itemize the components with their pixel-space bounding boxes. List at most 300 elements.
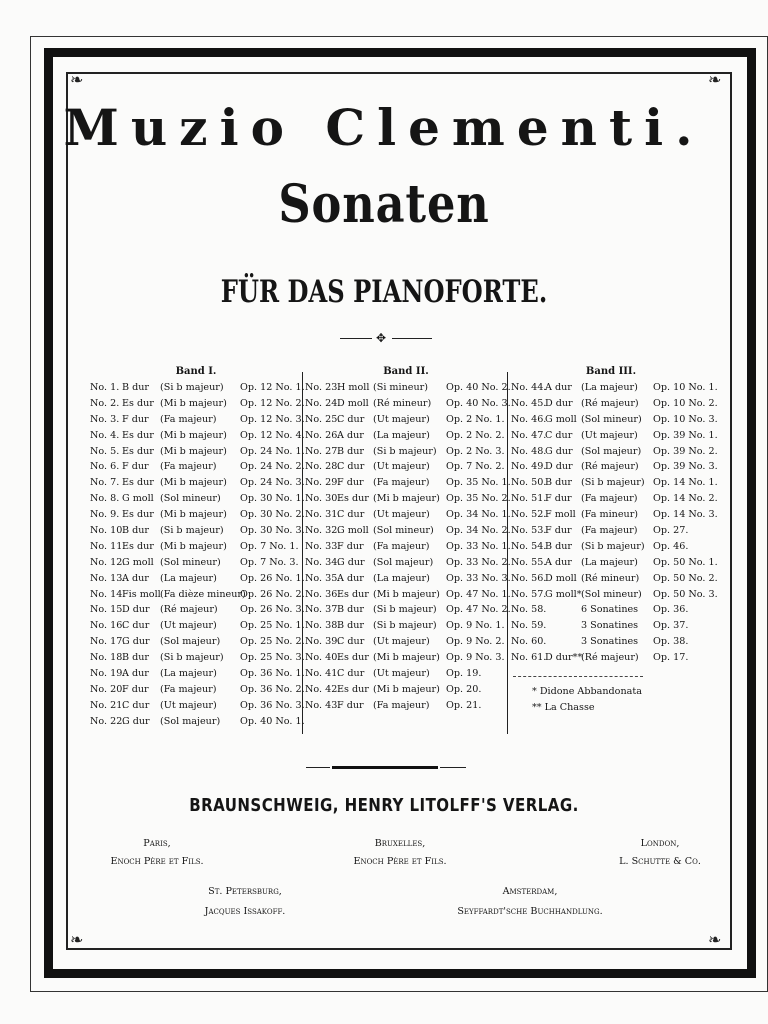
entry-number: No. 35.	[305, 572, 341, 584]
entry-opus: Op. 50 No. 1.	[653, 556, 718, 568]
entry-number: No. 59.	[511, 620, 547, 632]
entry-key: D moll	[337, 397, 369, 409]
entry-key: F moll	[545, 509, 576, 521]
entry-french-key: (Ut majeur)	[160, 699, 217, 711]
sonata-entry	[305, 507, 511, 523]
entry-french-key: (Mi b majeur)	[160, 429, 227, 441]
entry-french-key: (Mi b majeur)	[160, 445, 227, 457]
entry-opus: Op. 35 No. 1.	[446, 477, 511, 489]
entry-key: B dur	[545, 477, 573, 489]
sonata-entry	[90, 396, 305, 412]
entry-number: No. 28.	[305, 461, 341, 473]
entry-key: Es dur	[122, 397, 154, 409]
sonata-entry	[511, 650, 711, 666]
entry-opus: Op. 33 No. 3.	[446, 572, 511, 584]
sonata-entry	[511, 412, 718, 428]
sonata-entry	[511, 396, 718, 412]
sonata-entry	[511, 602, 711, 618]
band-heading: Band I.	[175, 366, 217, 377]
entry-number: No. 43.	[305, 699, 341, 711]
separator-tail	[440, 767, 466, 768]
agent-city: Bruxelles,	[374, 838, 426, 849]
entry-key: Es dur	[122, 445, 154, 457]
entry-number: No. 37.	[305, 604, 341, 616]
entry-number: No. 45.	[511, 397, 547, 409]
entry-number: No. 41.	[305, 668, 341, 680]
entry-number: No. 46.	[511, 413, 547, 425]
entry-french-key: (Ut majeur)	[160, 620, 217, 632]
entry-key: C dur	[337, 461, 365, 473]
entry-number: No. 36.	[305, 588, 341, 600]
entry-key: Es dur	[337, 683, 369, 695]
entry-number: No. 56.	[511, 572, 547, 584]
entry-number: No. 8.	[90, 493, 120, 505]
sonata-entry	[511, 618, 711, 634]
entry-opus: Op. 33 No. 2.	[446, 556, 511, 568]
sonata-entry	[305, 571, 511, 587]
entry-number: No. 39.	[305, 636, 341, 648]
entry-opus: Op. 40 No. 1.	[240, 715, 305, 727]
entry-opus: Op. 7 No. 1.	[240, 540, 299, 552]
entry-opus: Op. 21.	[446, 699, 482, 711]
band-column	[305, 364, 511, 714]
agent-firm: L. Schutte & Co.	[619, 856, 701, 867]
entry-french-key: (Ut majeur)	[373, 461, 430, 473]
entry-french-key: (Fa majeur)	[373, 699, 430, 711]
sonata-entry	[90, 380, 305, 396]
footnote: * Didone Abbandonata	[532, 686, 642, 697]
entry-number: No. 60.	[511, 636, 547, 648]
entry-french-key: (Fa majeur)	[160, 683, 217, 695]
entry-french-key: (Mi b majeur)	[160, 477, 227, 489]
entry-french-key: (Fa dièze mineur)	[160, 588, 246, 600]
entry-french-key: (Ré majeur)	[581, 397, 639, 409]
entry-number: No. 5.	[90, 445, 120, 457]
sonata-entry	[90, 555, 302, 571]
entry-french-key: (Si b majeur)	[581, 540, 645, 552]
sonata-entry	[90, 587, 305, 603]
agent-firm: Enoch Père et Fils.	[353, 856, 447, 867]
sonata-entry	[305, 444, 507, 460]
sonata-entry	[90, 650, 305, 666]
entry-key: G dur	[545, 445, 573, 457]
entry-key: C dur	[122, 620, 150, 632]
band-column	[511, 364, 718, 666]
sonata-entry	[90, 475, 305, 491]
entry-number: No. 19.	[90, 668, 126, 680]
entry-key: F dur	[545, 493, 572, 505]
entry-key: Es dur	[337, 588, 369, 600]
entry-number: No. 49.	[511, 461, 547, 473]
entry-number: No. 27.	[305, 445, 341, 457]
entry-french-key: (Mi b majeur)	[373, 652, 440, 664]
entry-key: D moll	[545, 572, 577, 584]
entry-number: No. 47.	[511, 429, 547, 441]
sonata-entry	[511, 491, 718, 507]
entry-opus: Op. 2 No. 2.	[446, 429, 505, 441]
entry-key: F dur	[545, 525, 572, 537]
sonata-entry	[305, 698, 507, 714]
entry-number: No. 33.	[305, 540, 341, 552]
entry-french-key: (Ré majeur)	[160, 604, 218, 616]
entry-number: No. 32.	[305, 525, 341, 537]
entry-number: No. 31.	[305, 509, 341, 521]
entry-opus: Op. 14 No. 2.	[653, 493, 718, 505]
entry-french-key: (Sol mineur)	[581, 413, 642, 425]
sonata-entry	[305, 602, 511, 618]
entry-number: No. 29.	[305, 477, 341, 489]
sonata-entry	[305, 380, 511, 396]
entry-key: B dur	[545, 540, 573, 552]
entry-opus: Op. 39 No. 3.	[653, 461, 718, 473]
entry-opus: Op. 38.	[653, 636, 689, 648]
entry-opus: Op. 47 No. 1.	[446, 588, 511, 600]
entry-key: Fis moll	[122, 588, 161, 600]
entry-number: No. 42.	[305, 683, 341, 695]
entry-opus: Op. 30 No. 1.	[240, 493, 305, 505]
sonata-entry	[90, 682, 305, 698]
entry-key: G dur	[122, 715, 150, 727]
entry-french-key: (Sol mineur)	[160, 556, 221, 568]
agent-city: London,	[640, 838, 680, 849]
work-title: Sonaten	[278, 174, 490, 235]
entry-key: Es dur	[122, 540, 154, 552]
sonata-entry	[305, 523, 511, 539]
entry-key: Es dur	[122, 509, 154, 521]
entry-number: No. 17.	[90, 636, 126, 648]
entry-french-key: 3 Sonatines	[581, 620, 639, 632]
sonata-entry	[511, 380, 718, 396]
entry-opus: Op. 17.	[653, 652, 689, 664]
entry-key: C dur	[337, 413, 365, 425]
entry-number: No. 21.	[90, 699, 126, 711]
entry-french-key: (Ut majeur)	[373, 636, 430, 648]
entry-number: No. 57.	[511, 588, 547, 600]
entry-french-key: (Si b majeur)	[373, 445, 437, 457]
sonata-entry	[511, 475, 718, 491]
entry-number: No. 40.	[305, 652, 341, 664]
sonata-entry	[90, 666, 305, 682]
sonata-entry	[511, 587, 718, 603]
agent-city: Amsterdam,	[502, 886, 558, 897]
entry-number: No. 30.	[305, 493, 341, 505]
entry-number: No. 1.	[90, 382, 120, 393]
entry-french-key: (Ut majeur)	[373, 668, 430, 680]
entry-opus: Op. 19.	[446, 668, 482, 680]
entry-number: No. 38.	[305, 620, 341, 632]
entry-key: B dur	[337, 445, 365, 457]
entry-number: No. 58.	[511, 604, 547, 616]
title-ornament	[340, 331, 432, 345]
entry-french-key: (Sol majeur)	[160, 715, 221, 727]
entry-key: F dur	[122, 461, 149, 473]
entry-french-key: (Ut majeur)	[373, 413, 430, 425]
sonata-entry	[511, 634, 711, 650]
sonata-entry	[90, 618, 305, 634]
entry-opus: Op. 25 No. 3.	[240, 652, 305, 664]
entry-number: No. 55.	[511, 556, 547, 568]
entry-key: F dur	[337, 699, 364, 711]
entry-french-key: (Si b majeur)	[373, 604, 437, 616]
agent-firm: Seyffardt'sche Buchhandlung.	[457, 906, 603, 917]
entry-opus: Op. 50 No. 3.	[653, 588, 718, 600]
entry-opus: Op. 37.	[653, 620, 689, 632]
band-column	[90, 364, 305, 730]
entry-key: B dur	[337, 604, 365, 616]
entry-key: D dur**	[545, 652, 583, 664]
sonata-entry	[305, 428, 507, 444]
entry-opus: Op. 34 No. 2.	[446, 525, 511, 537]
entry-opus: Op. 39 No. 1.	[653, 429, 718, 441]
sonata-entry	[511, 444, 718, 460]
entry-opus: Op. 36 No. 2.	[240, 683, 305, 695]
entry-number: No. 7.	[90, 477, 120, 489]
instrument-subtitle: FÜR DAS PIANOFORTE.	[220, 274, 548, 310]
agent-city: Paris,	[143, 838, 171, 849]
entry-key: C dur	[122, 699, 150, 711]
entry-french-key: (Sol mineur)	[581, 588, 642, 600]
entry-french-key: (Si b majeur)	[160, 652, 224, 664]
sonata-entry	[90, 602, 305, 618]
sonata-entry	[305, 396, 511, 412]
footnote-divider	[513, 676, 643, 677]
entry-number: No. 3.	[90, 413, 120, 425]
entry-french-key: (Fa majeur)	[581, 493, 638, 505]
entry-french-key: (Ré mineur)	[581, 572, 640, 584]
entry-key: G moll	[337, 525, 369, 537]
corner-ornament-icon: ❧	[708, 930, 722, 949]
entry-opus: Op. 26 No. 3.	[240, 604, 305, 616]
entry-key: B dur	[122, 382, 150, 393]
sonata-entry	[90, 412, 305, 428]
entry-opus: Op. 9 No. 3.	[446, 652, 505, 664]
entry-number: No. 51.	[511, 493, 547, 505]
entry-opus: Op. 25 No. 1.	[240, 620, 305, 632]
entry-key: F dur	[122, 683, 149, 695]
entry-number: No. 23.	[305, 382, 341, 393]
entry-number: No. 14.	[90, 588, 126, 600]
entry-opus: Op. 2 No. 3.	[446, 445, 505, 457]
agent-firm: Jacques Issakoff.	[204, 906, 286, 917]
entry-opus: Op. 50 No. 2.	[653, 572, 718, 584]
entry-french-key: (Sol majeur)	[160, 636, 221, 648]
entry-french-key: (Fa mineur)	[581, 509, 639, 521]
entry-opus: Op. 25 No. 2.	[240, 636, 305, 648]
entry-opus: Op. 12 No. 4.	[240, 429, 305, 441]
entry-french-key: (La majeur)	[373, 429, 430, 441]
entry-opus: Op. 7 No. 3.	[240, 556, 299, 568]
entry-opus: Op. 14 No. 3.	[653, 509, 718, 521]
entry-opus: Op. 2 No. 1.	[446, 413, 505, 425]
sonata-entry	[511, 555, 718, 571]
entry-french-key: (Mi b majeur)	[160, 397, 227, 409]
sonata-entry	[511, 539, 711, 555]
entry-opus: Op. 36 No. 1.	[240, 668, 305, 680]
sonata-entry	[305, 650, 507, 666]
entry-opus: Op. 34 No. 1.	[446, 509, 511, 521]
agent-city: St. Petersburg,	[208, 886, 282, 897]
entry-number: No. 24.	[305, 397, 341, 409]
entry-key: F dur	[337, 540, 364, 552]
entry-number: No. 34.	[305, 556, 341, 568]
entry-opus: Op. 9 No. 1.	[446, 620, 505, 632]
entry-opus: Op. 47 No. 2.	[446, 604, 511, 616]
entry-french-key: (Sol majeur)	[373, 556, 434, 568]
entry-key: H moll	[337, 382, 370, 393]
entry-key: A dur	[122, 668, 149, 680]
entry-number: No. 4.	[90, 429, 120, 441]
entry-opus: Op. 10 No. 3.	[653, 413, 718, 425]
entry-number: No. 22.	[90, 715, 126, 727]
sonata-entry	[90, 459, 305, 475]
publisher-line: BRAUNSCHWEIG, HENRY LITOLFF'S VERLAG.	[189, 796, 579, 816]
entry-number: No. 9.	[90, 509, 120, 521]
sonata-entry	[90, 507, 305, 523]
footnote: ** La Chasse	[532, 702, 595, 713]
entry-opus: Op. 27.	[653, 525, 689, 537]
entry-key: C dur	[337, 668, 365, 680]
entry-opus: Op. 26 No. 1.	[240, 572, 305, 584]
agent-firm: Enoch Père et Fils.	[110, 856, 204, 867]
entry-key: F dur	[122, 413, 149, 425]
entry-french-key: (La majeur)	[581, 382, 638, 393]
entry-french-key: (Sol majeur)	[581, 445, 642, 457]
entry-number: No. 54.	[511, 540, 547, 552]
entry-opus: Op. 26 No. 2.	[240, 588, 305, 600]
sonata-entry	[305, 682, 507, 698]
separator-rule	[332, 766, 438, 769]
entry-key: C dur	[545, 429, 573, 441]
entry-number: No. 53.	[511, 525, 547, 537]
entry-key: Es dur	[122, 477, 154, 489]
entry-french-key: (Fa majeur)	[160, 413, 217, 425]
flourish-icon: ✥	[376, 331, 387, 345]
sonata-entry	[305, 475, 511, 491]
entry-number: No. 12.	[90, 556, 126, 568]
corner-ornament-icon: ❧	[708, 70, 722, 89]
entry-key: C dur	[337, 509, 365, 521]
entry-number: No. 11.	[90, 540, 126, 552]
entry-key: G moll	[545, 413, 577, 425]
entry-opus: Op. 39 No. 2.	[653, 445, 718, 457]
entry-french-key: (Mi b majeur)	[160, 540, 227, 552]
entry-opus: Op. 40 No. 3.	[446, 397, 511, 409]
sonata-entry	[305, 587, 511, 603]
entry-key: G dur	[122, 636, 150, 648]
sonata-entry	[305, 459, 507, 475]
sonata-entry	[90, 698, 305, 714]
entry-french-key: (Mi b majeur)	[160, 509, 227, 521]
entry-key: G dur	[337, 556, 365, 568]
sonata-entry	[305, 634, 507, 650]
entry-opus: Op. 7 No. 2.	[446, 461, 505, 473]
entry-french-key: (Fa majeur)	[160, 461, 217, 473]
entry-opus: Op. 36 No. 3.	[240, 699, 305, 711]
entry-key: F dur	[337, 477, 364, 489]
entry-french-key: (Ut majeur)	[581, 429, 638, 441]
entry-key: G moll	[122, 556, 154, 568]
entry-number: No. 50.	[511, 477, 547, 489]
entry-opus: Op. 24 No. 1.	[240, 445, 305, 457]
entry-key: A dur	[337, 429, 364, 441]
entry-french-key: 6 Sonatines	[581, 604, 639, 616]
entry-key: D dur	[122, 604, 150, 616]
entry-key: Es dur	[337, 493, 369, 505]
entry-key: G moll	[122, 493, 154, 505]
entry-key: B dur	[122, 525, 150, 537]
entry-opus: Op. 30 No. 3.	[240, 525, 305, 537]
entry-number: No. 52.	[511, 509, 547, 521]
sonata-entry	[90, 444, 305, 460]
entry-french-key: (Ré majeur)	[581, 461, 639, 473]
entry-french-key: (Si b majeur)	[373, 620, 437, 632]
entry-key: G moll*	[545, 588, 582, 600]
entry-key: D dur	[545, 461, 573, 473]
entry-french-key: (Fa majeur)	[581, 525, 638, 537]
entry-opus: Op. 10 No. 1.	[653, 382, 718, 393]
entry-key: A dur	[337, 572, 364, 584]
sonata-entry	[305, 555, 511, 571]
entry-opus: Op. 14 No. 1.	[653, 477, 718, 489]
sonata-entry	[305, 666, 507, 682]
composer-title: Muzio Clementi.	[63, 98, 705, 157]
sonata-entry	[90, 428, 305, 444]
entry-number: No. 61.	[511, 652, 547, 664]
entry-french-key: (Si b majeur)	[160, 382, 224, 393]
entry-opus: Op. 35 No. 2.	[446, 493, 511, 505]
sonata-entry	[90, 523, 305, 539]
entry-number: No. 2.	[90, 397, 120, 409]
entry-opus: Op. 12 No. 2.	[240, 397, 305, 409]
entry-number: No. 15.	[90, 604, 126, 616]
entry-french-key: (Ré mineur)	[373, 397, 432, 409]
entry-french-key: (Mi b majeur)	[373, 588, 440, 600]
sonata-entry	[305, 491, 511, 507]
entry-french-key: (La majeur)	[160, 572, 217, 584]
entry-french-key: (Mi b majeur)	[373, 493, 440, 505]
entry-key: A dur	[545, 382, 572, 393]
entry-number: No. 20.	[90, 683, 126, 695]
entry-opus: Op. 24 No. 2.	[240, 461, 305, 473]
entry-french-key: (La majeur)	[160, 668, 217, 680]
sonata-entry	[511, 571, 718, 587]
sonata-entry	[511, 428, 718, 444]
corner-ornament-icon: ❧	[70, 930, 84, 949]
entry-french-key: (Si mineur)	[373, 382, 428, 393]
entry-key: Es dur	[337, 652, 369, 664]
entry-opus: Op. 46.	[653, 540, 689, 552]
entry-opus: Op. 33 No. 1.	[446, 540, 511, 552]
entry-opus: Op. 12 No. 1.	[240, 382, 305, 393]
entry-number: No. 6.	[90, 461, 120, 473]
entry-opus: Op. 9 No. 2.	[446, 636, 505, 648]
entry-french-key: (Sol mineur)	[373, 525, 434, 537]
entry-number: No. 10.	[90, 525, 126, 537]
entry-french-key: (Si b majeur)	[160, 525, 224, 537]
entry-key: C dur	[337, 636, 365, 648]
entry-key: B dur	[122, 652, 150, 664]
sonata-entry	[305, 618, 507, 634]
sonata-entry	[90, 714, 305, 730]
entry-key: A dur	[545, 556, 572, 568]
sonata-entry	[90, 491, 305, 507]
corner-ornament-icon: ❧	[70, 70, 84, 89]
entry-french-key: (Fa majeur)	[373, 477, 430, 489]
entry-key: B dur	[337, 620, 365, 632]
entry-number: No. 13.	[90, 572, 126, 584]
sonata-entry	[90, 634, 305, 650]
sonata-entry	[511, 507, 718, 523]
